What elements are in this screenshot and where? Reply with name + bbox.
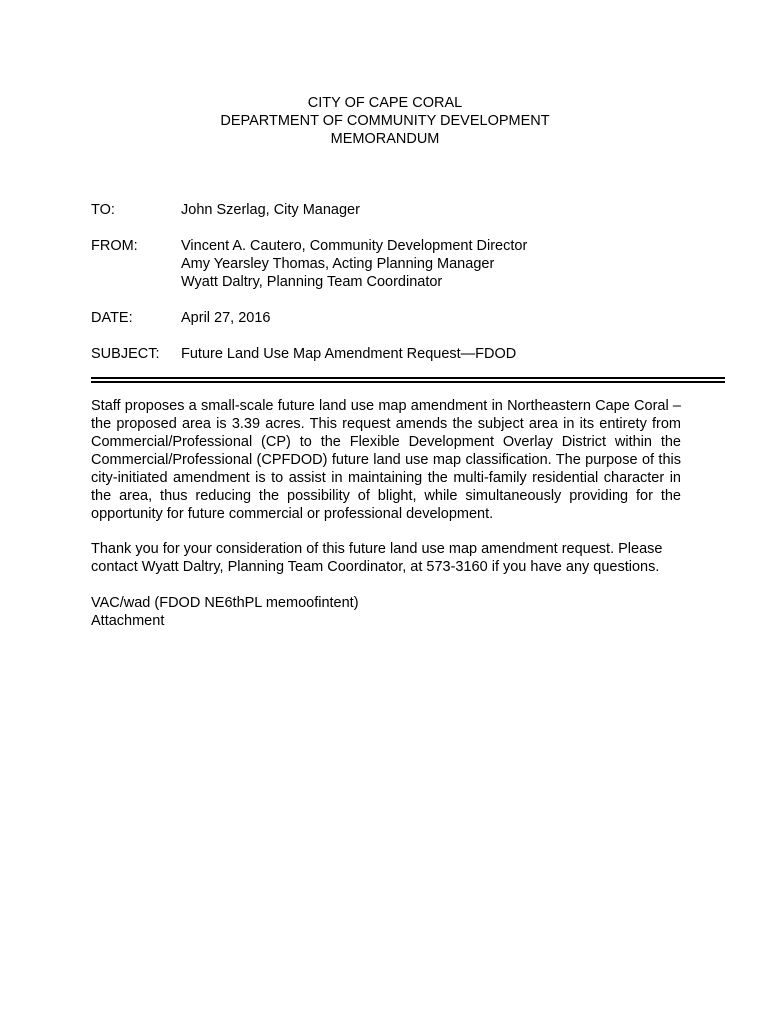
header-department: DEPARTMENT OF COMMUNITY DEVELOPMENT xyxy=(220,113,550,129)
from-value-line: Wyatt Daltry, Planning Team Coordinator xyxy=(181,274,443,290)
body-paragraph-2-line: Thank you for your consideration of this future land use map amendment request. Please xyxy=(91,541,663,557)
subject-label: SUBJECT: xyxy=(91,346,160,362)
from-value-line: Vincent A. Cautero, Community Development Director xyxy=(181,238,528,254)
to-label: TO: xyxy=(91,202,115,218)
body-paragraph-2-line: contact Wyatt Daltry, Planning Team Coordinator, at 573-3160 if you have any questions. xyxy=(91,559,660,575)
date-value: April 27, 2016 xyxy=(181,310,271,326)
reference-initials: VAC/wad (FDOD NE6thPL memoofintent) xyxy=(91,595,359,611)
body-paragraph-1: Staff proposes a small-scale future land use map amendment in Northeastern Cape Coral – the proposed area is 3.39 acres. This request amends the subject area in its entirety from Commercial/Professional (CP) to the Flexible Development Overlay District within the Commercial/Professional (CPFDOD) future land use map classification. The purpose of this city-initiated amendment is to assist in maintaining the multi-family residential character in the area, thus reducing the possibility of blight, while simultaneously providing for the opportunity for future commercial or professional development. xyxy=(91,398,681,522)
subject-value: Future Land Use Map Amendment Request—FDOD xyxy=(181,346,517,362)
from-value-line: Amy Yearsley Thomas, Acting Planning Manager xyxy=(181,256,495,272)
to-value: John Szerlag, City Manager xyxy=(181,202,360,218)
from-value-list xyxy=(181,237,527,291)
header-city: CITY OF CAPE CORAL xyxy=(307,95,463,111)
body-paragraph-2 xyxy=(91,540,681,576)
memo-footer xyxy=(91,594,681,630)
header-document-type: MEMORANDUM xyxy=(330,131,440,147)
attachment-note: Attachment xyxy=(91,613,165,629)
header-divider-bottom xyxy=(91,381,725,383)
date-label: DATE: xyxy=(91,310,133,326)
header-divider-top xyxy=(91,377,725,379)
from-label: FROM: xyxy=(91,238,138,254)
memo-header xyxy=(0,94,770,148)
